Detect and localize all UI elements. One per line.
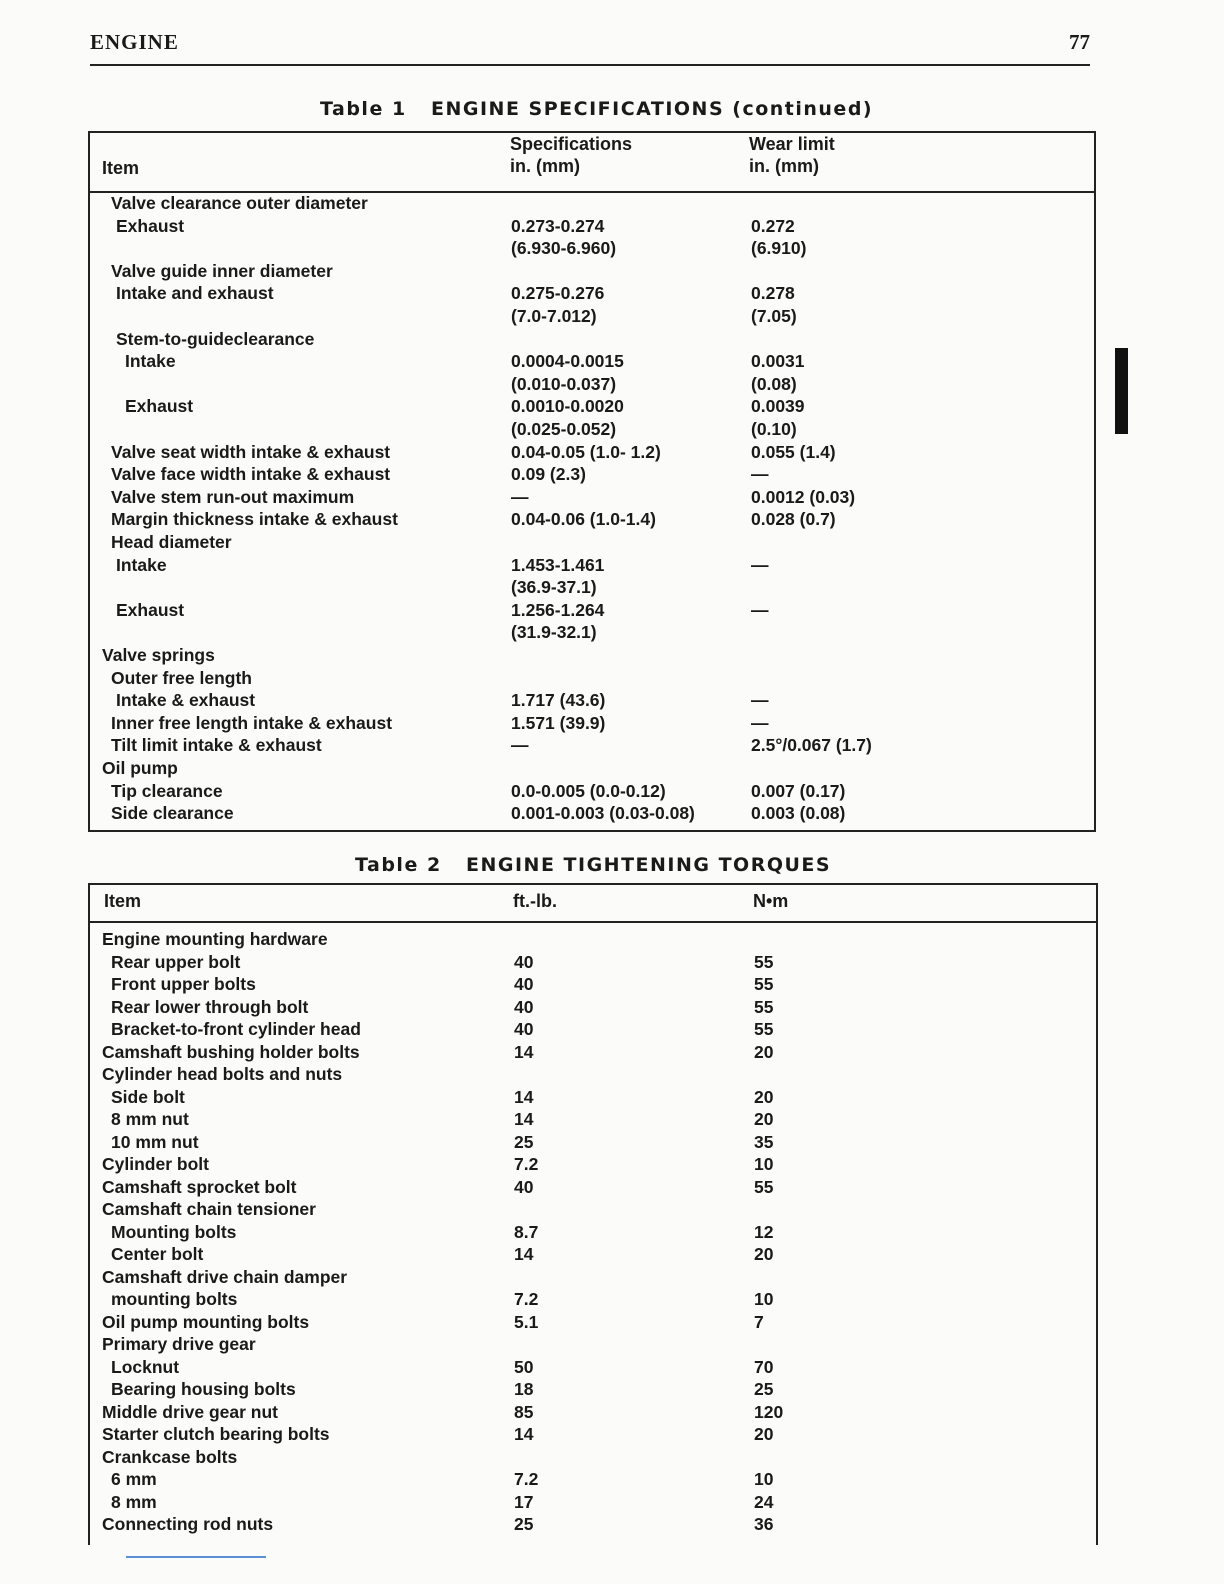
table2-ftlb-value: 7.2 [514,1154,539,1174]
table2-ftlb-value: 7.2 [514,1289,539,1309]
table2-item-label: Connecting rod nuts [102,1514,274,1534]
table2-item-label: Oil pump mounting bolts [102,1311,310,1332]
table2-nm-value: 55 [754,996,774,1017]
page-number: 77 [1069,30,1090,54]
table1-wear-value: 0.0012 (0.03) [751,486,856,507]
table1-wear-value: (0.08) [751,373,797,394]
table2-row [90,951,1096,974]
table2-item-label: Bracket-to-front cylinder head [111,1019,361,1039]
table2-nm-value: 20 [754,1244,774,1264]
table1-item-label: Margin thickness intake & exhaust [111,509,398,530]
table2-nm-value: 25 [754,1379,774,1399]
table1-row [90,757,1094,780]
table2-header [90,885,1096,923]
table1-item-label: Outer free length [111,667,252,688]
table2-nm-value: 10 [754,1154,774,1174]
table2-item-label: Primary drive gear [102,1334,256,1354]
table2-row [90,1176,1096,1199]
table2-nm-value: 7 [754,1311,764,1332]
table1-spec-value: 0.04-0.05 (1.0- 1.2) [511,441,661,462]
table1-spec-value: 1.717 (43.6) [511,690,606,711]
table1-wear-value: — [751,464,769,485]
table2-row [90,973,1096,996]
table1-row [90,282,1094,305]
table1-row [90,486,1094,509]
table1-row [90,192,1094,215]
table2-ftlb-value: 14 [514,1041,534,1062]
table2-item-label: Cylinder head bolts and nuts [102,1064,343,1084]
table1-row [90,328,1094,351]
table1-item-label: Valve face width intake & exhaust [111,464,391,485]
table2-row [90,996,1096,1019]
table1-item-label: Tip clearance [111,780,223,801]
table1-col-spec-unit: in. (mm) [510,156,580,176]
table2-row [90,1266,1096,1289]
table1-item-label: Side clearance [111,803,234,824]
table2-nm-value: 20 [754,1109,774,1129]
table2-nm-value: 36 [754,1514,774,1534]
table1-spec-value: (36.9-37.1) [511,577,597,598]
table1-item-label: Oil pump [102,758,178,778]
table1-row [90,644,1094,667]
table2-row [90,1018,1096,1041]
table1-row [90,802,1094,825]
table2-nm-value: 20 [754,1041,774,1062]
table1-wear-value: 0.007 (0.17) [751,780,846,801]
table2-ftlb-value: 18 [514,1379,534,1399]
table1-spec-value: 1.453-1.461 [511,554,605,575]
table1-row [90,508,1094,531]
table2-nm-value: 120 [754,1401,784,1422]
table1-row [90,395,1094,418]
table2-item-label: Camshaft sprocket bolt [102,1176,297,1197]
table2-nm-value: 55 [754,1019,774,1039]
thumb-tab-marker [1115,348,1128,434]
table1-item-label: Valve seat width intake & exhaust [111,441,391,462]
table2-item-label: Mounting bolts [111,1221,237,1242]
table2-ftlb-value: 40 [514,1176,534,1197]
table1-wear-value: 2.5°/0.067 (1.7) [751,735,872,756]
table2 [88,883,1098,1545]
table1-spec-value: 0.0004-0.0015 [511,351,624,372]
table1-row [90,260,1094,283]
table1-item-label: Exhaust [125,396,194,417]
table1-spec-value: 0.09 (2.3) [511,464,586,485]
table1-wear-value: (6.910) [751,238,807,259]
table2-item-label: Rear lower through bolt [111,996,309,1017]
table1-row [90,418,1094,441]
table1-row [90,554,1094,577]
table1-spec-value: 0.0010-0.0020 [511,396,624,417]
table1-col-spec-title: Specifications [510,134,633,154]
table1-wear-value: — [751,599,769,620]
table2-ftlb-value: 7.2 [514,1469,539,1489]
table2-ftlb-value: 25 [514,1514,534,1534]
table2-ftlb-value: 5.1 [514,1311,539,1332]
table2-item-label: Center bolt [111,1244,204,1264]
table1 [88,131,1096,832]
table2-row [90,1333,1096,1356]
table2-nm-value: 20 [754,1086,774,1107]
table2-ftlb-value: 40 [514,996,534,1017]
table2-row [90,1423,1096,1446]
table1-spec-value: (0.010-0.037) [511,373,617,394]
table2-ftlb-value: 40 [514,974,534,994]
table1-col-wear-title: Wear limit [749,134,835,154]
table2-nm-value: 20 [754,1424,774,1444]
table2-row [90,1491,1096,1514]
table2-row [90,1288,1096,1311]
table2-item-label: 6 mm [111,1469,157,1489]
section-title: ENGINE [90,30,179,54]
table2-item-label: mounting bolts [111,1289,238,1309]
table2-ftlb-value: 85 [514,1401,534,1422]
table1-col-item: Item [102,158,140,178]
table1-row [90,689,1094,712]
table1-row [90,576,1094,599]
table1-row [90,441,1094,464]
table1-row [90,712,1094,735]
table2-col-nm: N•m [753,891,789,911]
table1-row [90,599,1094,622]
table1-item-label: Exhaust [116,215,185,236]
table1-item-label: Intake & exhaust [116,690,256,711]
table2-row [90,1221,1096,1244]
table2-item-label: Camshaft drive chain damper [102,1266,348,1287]
table1-spec-value: 0.273-0.274 [511,215,605,236]
table2-row [90,1041,1096,1064]
table1-row [90,305,1094,328]
table2-item-label: Middle drive gear nut [102,1401,278,1422]
table2-row [90,1468,1096,1491]
table1-spec-value: (0.025-0.052) [511,419,617,439]
table1-spec-value: 0.0-0.005 (0.0-0.12) [511,780,666,801]
table1-caption: Table 1 ENGINE SPECIFICATIONS (continued) [320,98,874,120]
table2-row [90,1378,1096,1401]
table1-wear-value: — [751,690,769,711]
table2-row [90,1131,1096,1154]
table1-col-wear-unit: in. (mm) [749,156,819,176]
table1-wear-value: — [751,554,769,575]
table2-col-ftlb: ft.-lb. [513,891,557,911]
table2-ftlb-value: 50 [514,1356,534,1377]
table1-row [90,734,1094,757]
table2-ftlb-value: 14 [514,1424,534,1444]
table2-item-label: Starter clutch bearing bolts [102,1424,330,1444]
table2-item-label: Cylinder bolt [102,1154,209,1174]
table2-item-label: Crankcase bolts [102,1446,238,1467]
table2-ftlb-value: 14 [514,1244,534,1264]
table1-item-label: Stem-to-guideclearance [116,328,315,349]
table2-row [90,1153,1096,1176]
table2-item-label: Front upper bolts [111,974,256,994]
table2-row [90,928,1096,951]
table2-nm-value: 70 [754,1356,774,1377]
table1-item-label: Inner free length intake & exhaust [111,712,393,733]
table2-row [90,1513,1096,1536]
table2-row [90,1311,1096,1334]
table2-caption: Table 2 ENGINE TIGHTENING TORQUES [355,854,832,876]
table2-row [90,1108,1096,1131]
table1-spec-value: 1.256-1.264 [511,599,605,620]
table1-spec-value: 1.571 (39.9) [511,712,606,733]
table1-wear-value: 0.028 (0.7) [751,509,836,530]
table2-col-item: Item [104,891,142,911]
table1-row [90,531,1094,554]
table1-item-label: Valve stem run-out maximum [111,486,355,507]
table2-ftlb-value: 8.7 [514,1221,539,1242]
table2-nm-value: 55 [754,1176,774,1197]
table2-ftlb-value: 14 [514,1086,534,1107]
table2-nm-value: 12 [754,1221,774,1242]
table1-spec-value: 0.275-0.276 [511,283,605,304]
table1-spec-value: 0.001-0.003 (0.03-0.08) [511,803,695,824]
table1-item-label: Intake and exhaust [116,283,274,304]
table2-item-label: Bearing housing bolts [111,1379,296,1399]
table1-row [90,237,1094,260]
table2-ftlb-value: 40 [514,951,534,972]
table1-spec-value: 0.04-0.06 (1.0-1.4) [511,509,656,530]
table2-item-label: Locknut [111,1356,180,1377]
table2-item-label: Camshaft bushing holder bolts [102,1041,360,1062]
table1-item-label: Valve guide inner diameter [111,260,333,281]
table1-row [90,463,1094,486]
table2-item-label: Rear upper bolt [111,951,241,972]
table2-item-label: Camshaft chain tensioner [102,1199,316,1219]
table2-nm-value: 24 [754,1491,774,1512]
table2-item-label: 8 mm nut [111,1109,189,1129]
table2-row [90,1086,1096,1109]
table1-spec-value: — [511,486,529,507]
table1-header [90,133,1094,193]
table2-item-label: Engine mounting hardware [102,929,328,949]
table1-row [90,373,1094,396]
table1-item-label: Intake [116,554,167,575]
table1-item-label: Tilt limit intake & exhaust [111,735,322,756]
table2-row [90,1446,1096,1469]
table2-row [90,1356,1096,1379]
table2-item-label: 8 mm [111,1491,157,1512]
table1-wear-value: 0.272 [751,215,795,236]
footer-rule [126,1556,266,1558]
table1-wear-value: 0.055 (1.4) [751,441,836,462]
table2-nm-value: 10 [754,1289,774,1309]
table1-spec-value: (7.0-7.012) [511,306,597,326]
table2-item-label: Side bolt [111,1086,185,1107]
table1-item-label: Valve springs [102,645,215,665]
table2-row [90,1063,1096,1086]
table1-wear-value: (0.10) [751,419,797,439]
table2-ftlb-value: 17 [514,1491,534,1512]
table1-wear-value: 0.278 [751,283,795,304]
table1-row [90,780,1094,803]
page-header [90,28,1090,66]
table1-item-label: Head diameter [111,532,232,552]
table2-nm-value: 35 [754,1131,774,1152]
table1-row [90,215,1094,238]
table1-wear-value: (7.05) [751,306,797,326]
table2-item-label: 10 mm nut [111,1131,199,1152]
table1-wear-value: 0.0039 [751,396,805,417]
table2-nm-value: 10 [754,1469,774,1489]
table1-wear-value: 0.0031 [751,351,805,372]
table1-row [90,350,1094,373]
table1-row [90,667,1094,690]
table1-wear-value: 0.003 (0.08) [751,803,846,824]
table2-nm-value: 55 [754,974,774,994]
table2-row [90,1198,1096,1221]
table1-spec-value: — [511,735,529,756]
table2-ftlb-value: 25 [514,1131,534,1152]
table2-row [90,1243,1096,1266]
table1-spec-value: (31.9-32.1) [511,622,597,643]
table1-item-label: Valve clearance outer diameter [111,193,368,213]
table1-item-label: Exhaust [116,599,185,620]
table2-ftlb-value: 14 [514,1109,534,1129]
table1-row [90,621,1094,644]
table2-row [90,1401,1096,1424]
table1-item-label: Intake [125,351,176,372]
table1-spec-value: (6.930-6.960) [511,238,617,259]
table2-ftlb-value: 40 [514,1019,534,1039]
table1-wear-value: — [751,712,769,733]
table2-nm-value: 55 [754,951,774,972]
